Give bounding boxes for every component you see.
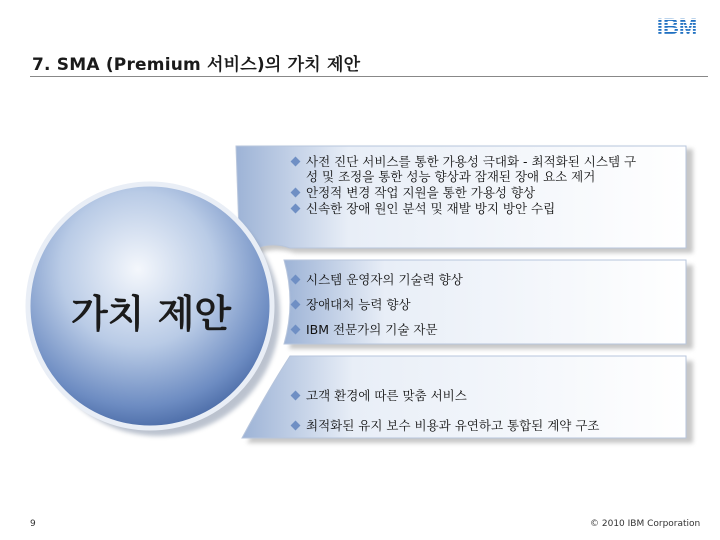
- bullet-icon: [291, 300, 301, 310]
- list-item: 신속한 장애 원인 분석 및 재발 방지 방안 수립: [292, 201, 642, 216]
- panel-middle-text: [292, 272, 632, 347]
- bullet-icon: [291, 188, 301, 198]
- ibm-logo-text: IBM: [656, 14, 698, 38]
- center-label: 가치 제안: [70, 292, 232, 336]
- page-number: 9: [30, 519, 36, 529]
- list-item: 최적화된 유지 보수 비용과 유연하고 통합된 계약 구조: [292, 418, 672, 433]
- list-item: 사전 진단 서비스를 통한 가용성 극대화 - 최적화된 시스템 구성 및 조정을 통한 성능 향상과 잠재된 장애 요소 제거: [292, 154, 642, 184]
- list-item: 장애대처 능력 향상: [292, 297, 632, 312]
- slide-title: 7. SMA (Premium 서비스)의 가치 제안: [32, 55, 361, 75]
- list-item: 시스템 운영자의 기술력 향상: [292, 272, 632, 287]
- list-item: 안정적 변경 작업 지원을 통한 가용성 향상: [292, 185, 642, 200]
- bullet-icon: [291, 325, 301, 335]
- panel-bottom-text: [292, 388, 672, 448]
- bullet-icon: [291, 391, 301, 401]
- bullet-icon: [291, 421, 301, 431]
- bullet-icon: [291, 204, 301, 214]
- bullet-icon: [291, 275, 301, 285]
- copyright: © 2010 IBM Corporation: [590, 519, 701, 529]
- panel-top-text: [292, 154, 642, 217]
- list-item: 고객 환경에 따른 맞춤 서비스: [292, 388, 672, 403]
- bullet-icon: [291, 157, 301, 167]
- list-item: IBM 전문가의 기술 자문: [292, 322, 632, 337]
